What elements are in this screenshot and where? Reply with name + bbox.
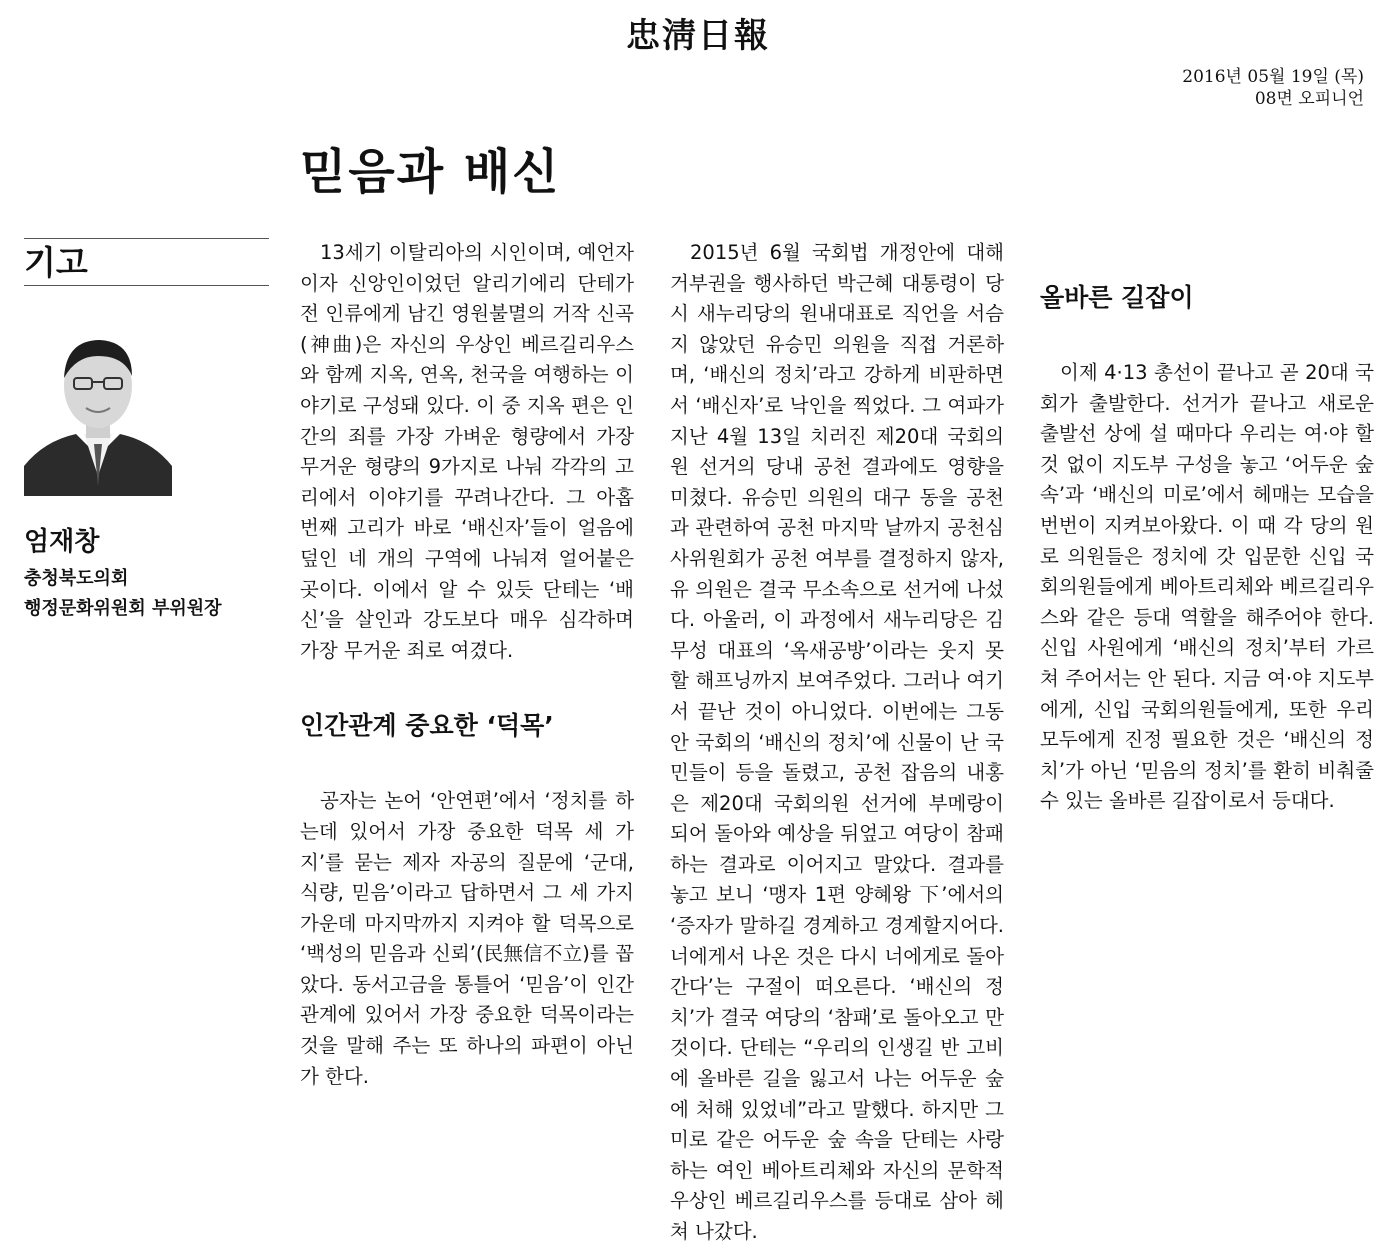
divider [24,285,269,286]
article-headline: 믿음과 배신 [300,144,561,200]
author-sidebar [24,238,269,624]
author-photo [24,316,172,496]
author-affiliation-line: 행정문화위원회 부위원장 [24,598,222,619]
article-column-3 [1040,238,1374,817]
article-subheading: 인간관계 중요한 ‘덕목’ [300,711,554,741]
page-section: 08면 오피니언 [1254,89,1364,109]
author-affiliation-line: 충청북도의회 [24,568,129,589]
article-paragraph: 13세기 이탈리아의 시인이며, 예언자이자 신앙인이었던 알리기에리 단테가 전 인류에게 남긴 영원불멸의 거작 신곡(神曲)은 자신의 우상인 베르길리우스와 함께 지옥, 연옥, 천국을 여행하는 이야기로 구성돼 있다. 이 중 지옥 편은 인간의 죄를 가장 가벼운 형량에서 가장 무거운 형량의 9가지로 나눠 각각의 고리에서 이야기를 꾸려나간다. 그 아홉 번째 고리가 바로 ‘배신자’들이 얼음에 덮인 네 개의 구역에 나눠져 얼어붙은 곳이다. 이에서 알 수 있듯 단테는 ‘배신’을 살인과 강도보다 매우 심각하며 가장 무거운 죄로 여겼다. [300,241,634,662]
article-column-1 [300,238,634,1092]
author-portrait-icon [24,316,172,496]
publication-date: 2016년 05월 19일 (목) [1182,67,1364,87]
author-name: 엄재창 [24,527,100,557]
article-paragraph: 2015년 6월 국회법 개정안에 대해 거부권을 행사하던 박근혜 대통령이 당시 새누리당의 원내대표로 직언을 서슴지 않았던 유승민 의원을 직접 거론하며, ‘배신의 정치’라고 강하게 비판하면서 ‘배신자’로 낙인을 찍었다. 그 여파가 지난 4월 13일 치러진 제20대 국회의원 선거의 당내 공천 결과에도 영향을 미쳤다. 유승민 의원의 대구 동을 공천과 관련하여 공천 마지막 날까지 공천심사위원회가 공천 여부를 결정하지 않자, 유 의원은 결국 무소속으로 선거에 나섰다. 아울러, 이 과정에서 새누리당은 김무성 대표의 ‘옥새공방’이라는 웃지 못 할 해프닝까지 보여주었다. 그러나 여기서 끝난 것이 아니었다. 이번에는 그동안 국회의 ‘배신의 정치’에 신물이 난 국민들이 등을 돌렸고, 공천 잡음의 내홍은 제20대 국회의원 선거에 부메랑이 되어 돌아와 예상을 뒤엎고 여당이 참패하는 결과로 이어지고 말았다. 결과를 놓고 보니 ‘맹자 1편 양혜왕 下’에서의 ‘증자가 말하길 경계하고 경계할지어다. 너에게서 나온 것은 다시 너에게로 돌아간다’는 구절이 떠오른다. ‘배신의 정치’가 결국 여당의 ‘참패’로 돌아오고 만 것이다. 단테는 “우리의 인생길 반 고비에 올바른 길을 잃고서 나는 어두운 숲에 처해 있었네”라고 말했다. 하지만 그 미로 같은 어두운 숲 속을 단테는 사랑하는 여인 베아트리체와 자신의 문학적 우상인 베르길리우스를 등대로 삼아 헤쳐 나갔다. [670,241,1004,1243]
article-paragraph: 이제 4·13 총선이 끝나고 곧 20대 국회가 출발한다. 선거가 끝나고 새로운 출발선 상에 설 때마다 우리는 여·야 할 것 없이 지도부 구성을 놓고 ‘어두운 숲 속’과 ‘배신의 미로’에서 헤매는 모습을 번번이 지켜보아왔다. 이 때 각 당의 원로 의원들은 정치에 갓 입문한 신입 국회의원들에게 베아트리체와 베르길리우스와 같은 등대 역할을 해주어야 한다. 신입 사원에게 ‘배신의 정치’부터 가르쳐 주어서는 안 된다. 지금 여·야 지도부에게, 신입 국회의원들에게, 또한 우리 모두에게 진정 필요한 것은 ‘배신의 정치’가 아닌 ‘믿음의 정치’를 환히 비춰줄 수 있는 올바른 길잡이로서 등대다. [1040,361,1374,813]
article-paragraph: 공자는 논어 ‘안연편’에서 ‘정치를 하는데 있어서 가장 중요한 덕목 세 가지’를 묻는 제자 자공의 질문에 ‘군대, 식량, 믿음’이라고 답하면서 그 세 가지 가운데 마지막까지 지켜야 할 덕목으로 ‘백성의 믿음과 신뢰’(民無信不立)를 꼽았다. 동서고금을 통틀어 ‘믿음’이 인간관계에 있어서 가장 중요한 덕목이라는 것을 말해 주는 또 하나의 파편이 아닌가 한다. [300,789,634,1088]
article-subheading: 올바른 길잡이 [1040,283,1194,312]
author-affiliation [24,564,269,624]
masthead: 忠淸日報 [626,16,770,56]
article-column-2 [670,238,1004,1248]
dateline [1182,66,1364,110]
section-tag: 기고 [24,243,88,282]
